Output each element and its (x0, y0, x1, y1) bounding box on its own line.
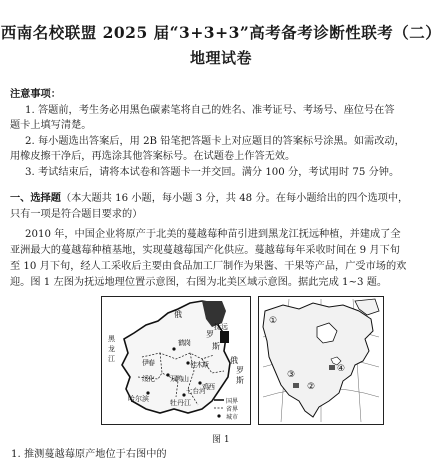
question-1: 1. 推测蔓越莓原产地位于右图中的 (11, 449, 167, 460)
map-label: 黑 (108, 335, 115, 343)
marker-patch (329, 365, 335, 370)
exam-title: 西南名校联盟 2025 届“3+3+3”高考备考诊断性联考（二） (0, 23, 442, 42)
map-label: 七台河 (186, 387, 206, 395)
map-label: 木 (196, 361, 203, 369)
region-marker-2: ② (307, 382, 316, 392)
map-label: 山 (182, 375, 189, 383)
map-label: 斯 (236, 376, 244, 385)
notice-line: 3. 考试结束后，请将本试卷和答题卡一并交回。满分 100 分，考试用时 75 分钟。 (25, 167, 400, 178)
legend-label: 省界 (226, 406, 239, 413)
map-label: 斯 (212, 342, 220, 351)
map-label: 斯 (202, 361, 209, 369)
passage-line: 亚洲最大的蔓越莓种植基地，实现蔓越莓国产化供应。蔓越莓每年采收时间在 9 月下旬 (10, 245, 400, 256)
map-label: 佳 (190, 361, 197, 369)
map-label: 俄 (230, 356, 238, 365)
map-label: 鸡 (202, 383, 209, 391)
legend-label: 国界 (226, 398, 239, 405)
fuyuan-marker (220, 331, 229, 343)
map-label: 龙 (108, 345, 115, 353)
region-marker-1: ① (269, 316, 278, 326)
fuyuan-location-map (101, 296, 251, 425)
exam-subject: 地理试卷 (189, 49, 252, 67)
map-label: 哈尔滨 (128, 395, 149, 403)
legend-label: 城市 (226, 414, 239, 421)
map-label: 绥 (142, 375, 149, 383)
map-label: 江 (108, 355, 115, 363)
notice-heading: 注意事项： (10, 88, 61, 100)
section-header (10, 192, 408, 205)
fuyuan-map-svg (102, 297, 250, 424)
section-instructions-cont: 只有一项是符合题目要求的） (10, 209, 143, 220)
marker-patch (293, 383, 299, 388)
map-label: 俄 (174, 310, 182, 319)
figure-caption: 图 1 (212, 435, 230, 445)
north-america-landmass (263, 303, 373, 417)
north-america-svg (259, 297, 383, 424)
map-label: 岗 (184, 339, 191, 347)
map-label: 罗 (206, 330, 214, 339)
map-legend (214, 397, 238, 421)
city-dot (172, 347, 175, 350)
north-america-map (258, 296, 384, 425)
map-label: 伊 (142, 359, 149, 367)
map-label: 罗 (236, 366, 244, 375)
section-instructions: （本大题共 16 小题，每小题 3 分，共 48 分。在每小题给出的四个选项中， (60, 193, 409, 204)
notice-line: 2. 每小题选出答案后，用 2B 铅笔把答题卡上对应题目的答案标号涂黑。如需改动， (25, 136, 405, 147)
notice-line: 题卡上填写清楚。 (10, 120, 92, 131)
region-marker-4: ④ (337, 364, 346, 374)
notice-line: 用橡皮擦干净后，再选涂其他答案标号。在试题卷上作答无效。 (10, 151, 296, 162)
passage-line: 至 10 月下旬，经人工采收后主要由食品加工厂制作为果酱、干果等产品，广受市场的欢 (10, 261, 407, 272)
passage-line: 2010 年，中国企业将原产于北美的蔓越莓种苗引进到黑龙江抚远种植，并建成了全 (25, 229, 401, 240)
passage-line: 迎。图 1 左图为抚远地理位置示意图，右图为北美区域示意图。据此完成 1~3 题。 (10, 277, 388, 288)
map-label: 鸭 (176, 375, 183, 383)
map-label: 西 (208, 383, 215, 391)
map-label: 鹤 (178, 339, 185, 347)
map-label: 春 (148, 359, 155, 367)
notice-line: 1. 答题前，考生务必用黑色碳素笔将自己的姓名、准考证号、考场号、座位号在答 (25, 105, 395, 116)
section-lead: 一、选择题 (10, 192, 61, 204)
map-label: 牡丹江 (170, 399, 191, 407)
map-label: 双 (170, 375, 177, 383)
region-marker-3: ③ (287, 370, 296, 380)
map-label: 抚远 (214, 323, 228, 331)
map-label: 化 (148, 375, 155, 383)
